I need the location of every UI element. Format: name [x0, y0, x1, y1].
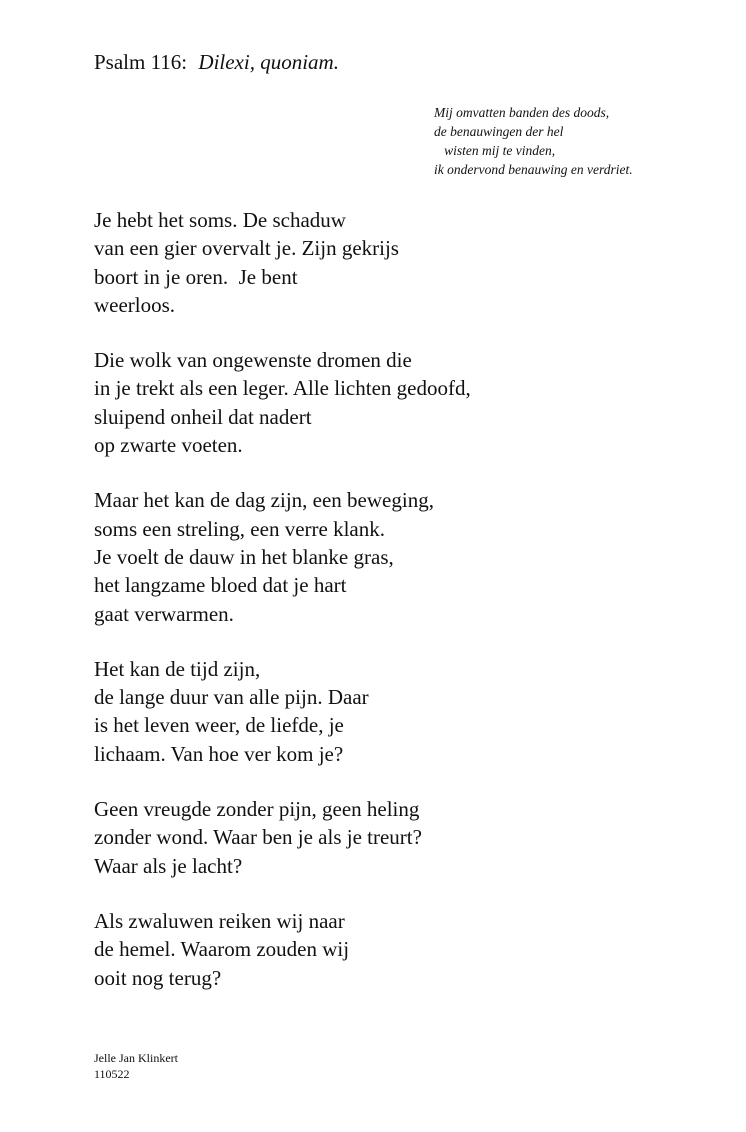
poem-body	[94, 206, 471, 1019]
poem-line: Die wolk van ongewenste dromen die	[94, 348, 412, 373]
page-title	[94, 48, 339, 76]
poem-line: sluipend onheil dat nadert	[94, 404, 312, 429]
epigraph-line: ik ondervond benauwing en verdriet.	[434, 162, 633, 177]
poem-line: soms een streling, een verre klank.	[94, 516, 385, 541]
title-subtitle: Dilexi, quoniam.	[198, 50, 339, 74]
poem-line: gaat verwarmen.	[94, 601, 234, 626]
stanza-4	[94, 655, 471, 768]
poem-line: weerloos.	[94, 292, 176, 317]
poem-line: de hemel. Waarom zouden wij	[94, 937, 350, 962]
document-code: 110522	[94, 1067, 130, 1081]
poem-line: zonder wond. Waar ben je als je treurt?	[94, 825, 422, 850]
poem-line: van een gier overvalt je. Zijn gekrijs	[94, 236, 399, 261]
poem-line: op zwarte voeten.	[94, 433, 243, 458]
poem-line: lichaam. Van hoe ver kom je?	[94, 741, 344, 766]
poem-line: Maar het kan de dag zijn, een beweging,	[94, 488, 434, 513]
stanza-2	[94, 346, 471, 459]
epigraph-line: de benauwingen der hel	[434, 124, 564, 139]
poem-line: Je hebt het soms. De schaduw	[94, 208, 346, 232]
poem-line: Het kan de tijd zijn,	[94, 656, 261, 681]
poem-line: is het leven weer, de liefde, je	[94, 713, 344, 738]
epigraph-line: wisten mij te vinden,	[434, 143, 556, 158]
epigraph-line: Mij omvatten banden des doods,	[434, 105, 610, 120]
poem-line: het langzame bloed dat je hart	[94, 573, 347, 598]
poem-line: Geen vreugde zonder pijn, geen heling	[94, 797, 420, 822]
epigraph	[434, 103, 633, 179]
footer	[94, 1050, 178, 1082]
title-main: Psalm 116:	[94, 50, 188, 74]
poem-line: de lange duur van alle pijn. Daar	[94, 685, 369, 710]
stanza-6	[94, 907, 471, 992]
stanza-1	[94, 206, 471, 319]
poem-line: Je voelt de dauw in het blanke gras,	[94, 544, 394, 569]
poem-line: Als zwaluwen reiken wij naar	[94, 908, 345, 933]
stanza-5	[94, 795, 471, 880]
poem-line: Waar als je lacht?	[94, 853, 243, 878]
poem-line: ooit nog terug?	[94, 965, 222, 990]
poem-line: in je trekt als een leger. Alle lichten gedoofd,	[94, 376, 471, 401]
poem-line: boort in je oren. Je bent	[94, 264, 298, 289]
stanza-3	[94, 486, 471, 627]
author-name: Jelle Jan Klinkert	[94, 1051, 178, 1065]
